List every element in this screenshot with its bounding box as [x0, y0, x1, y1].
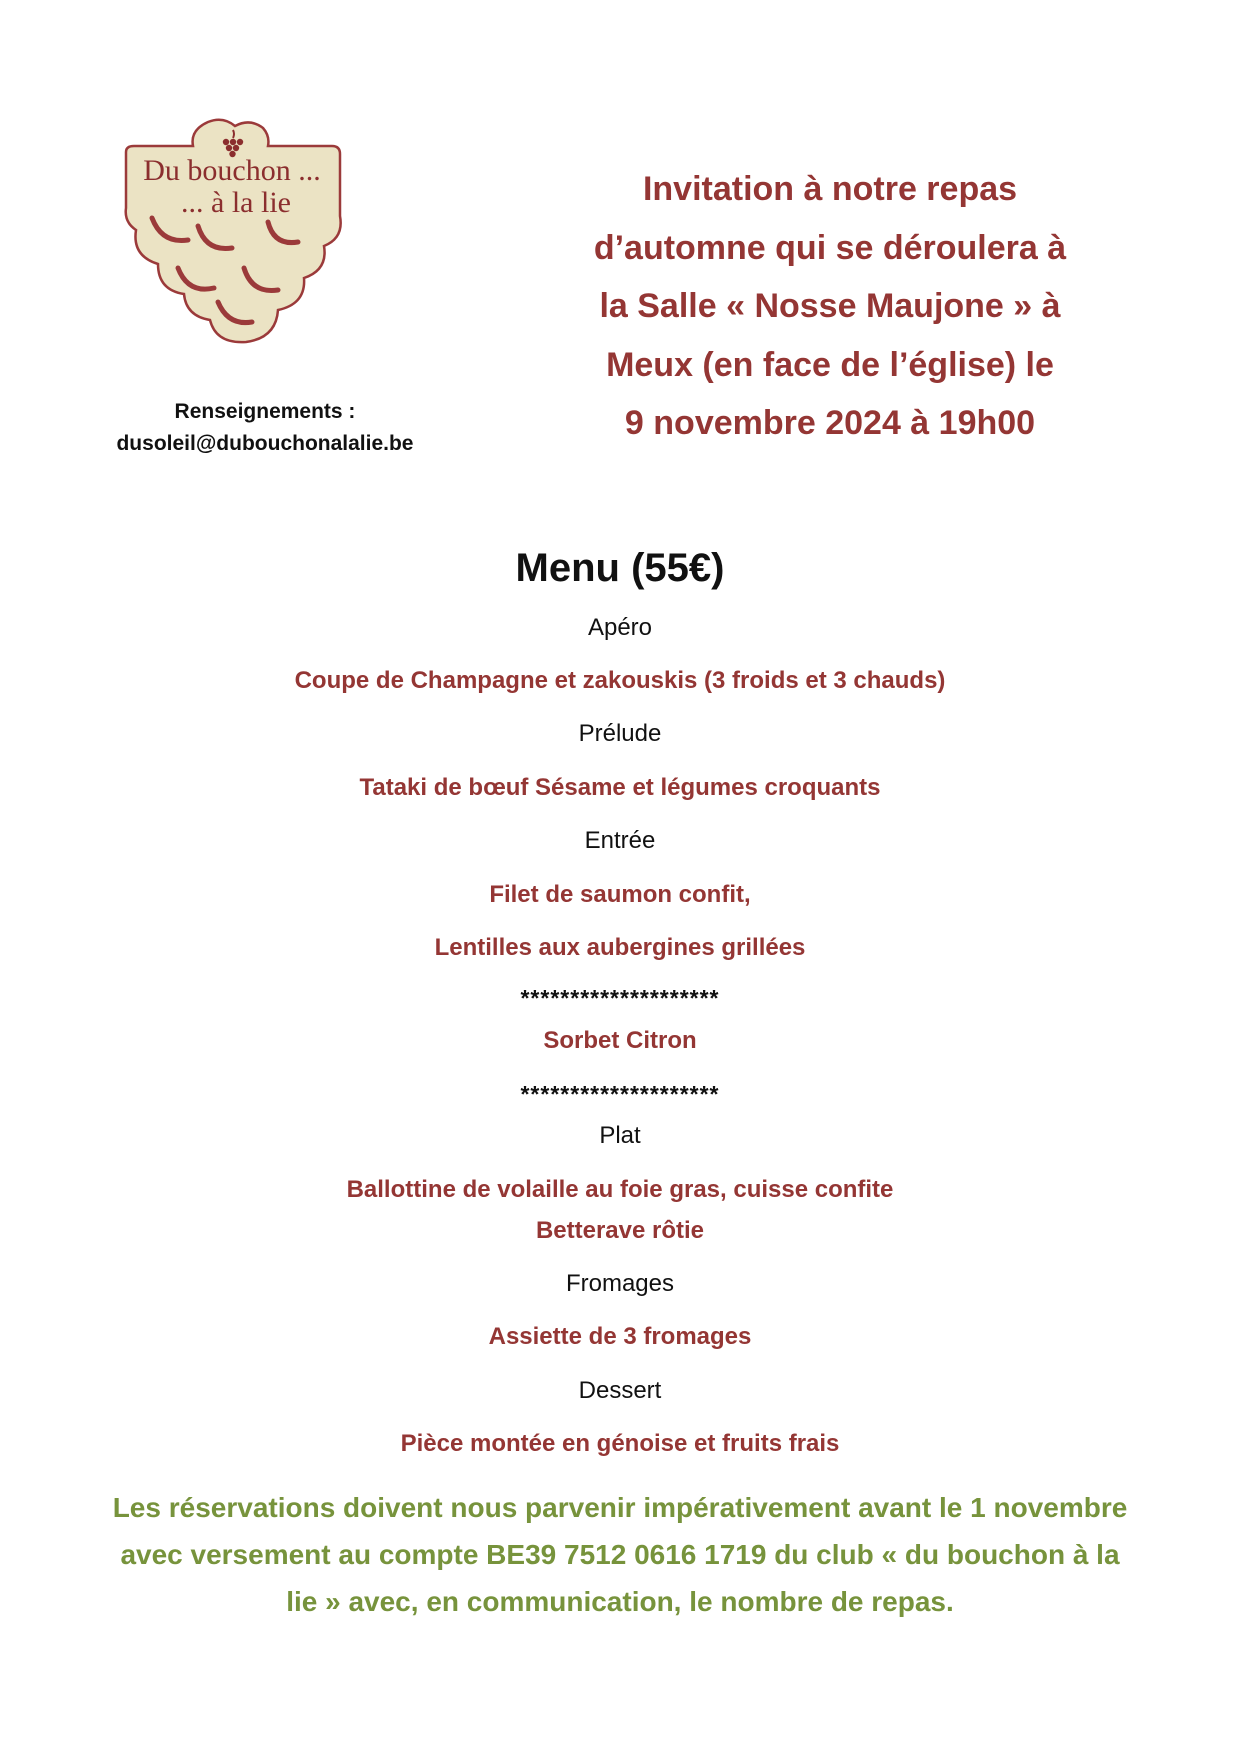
invitation-text	[550, 160, 1110, 453]
club-logo	[118, 118, 358, 348]
course-entree: Entrée	[584, 827, 656, 854]
separator: ********************	[520, 985, 720, 1011]
contact-email[interactable]: dusoleil@dubouchonalalie.be	[116, 432, 414, 455]
dish-entree-1: Filet de saumon confit,	[489, 881, 751, 908]
logo-line-2: ... à la lie	[181, 186, 291, 219]
invitation-line: Meux (en face de l’église) le	[606, 345, 1054, 384]
reservation-line: lie » avec, en communication, le nombre de repas.	[286, 1586, 954, 1617]
course-prelude: Prélude	[578, 720, 662, 747]
dish-plat-1: Ballottine de volaille au foie gras, cuisse confite	[346, 1176, 894, 1203]
dish-sorbet: Sorbet Citron	[543, 1027, 697, 1054]
course-dessert: Dessert	[578, 1377, 662, 1404]
invitation-line: la Salle « Nosse Maujone » à	[599, 287, 1061, 325]
dish-dessert: Pièce montée en génoise et fruits frais	[400, 1430, 840, 1457]
invitation-line: d’automne qui se déroulera à	[593, 228, 1067, 267]
reservation-notice	[70, 1484, 1170, 1625]
logo-line-1: Du bouchon ...	[143, 154, 321, 187]
contact-block	[90, 396, 440, 460]
dish-plat-2: Betterave rôtie	[535, 1217, 705, 1244]
dish-prelude: Tataki de bœuf Sésame et légumes croquants	[359, 774, 881, 801]
dish-apero: Coupe de Champagne et zakouskis (3 froids et 3 chauds)	[294, 667, 946, 694]
grape-bunch-logo	[118, 118, 358, 348]
menu-title: Menu (55€)	[515, 546, 725, 590]
reservation-line: Les réservations doivent nous parvenir impérativement avant le 1 novembre	[112, 1492, 1128, 1523]
reservation-line: avec versement au compte BE39 7512 0616 1719 du club « du bouchon à la	[120, 1539, 1120, 1570]
dish-fromages: Assiette de 3 fromages	[488, 1323, 752, 1350]
course-fromages: Fromages	[565, 1270, 675, 1297]
dish-entree-2: Lentilles aux aubergines grillées	[434, 934, 806, 961]
contact-label: Renseignements :	[174, 400, 356, 423]
invitation-line: Invitation à notre repas	[642, 170, 1018, 208]
separator: ********************	[520, 1081, 720, 1107]
invitation-line: 9 novembre 2024 à 19h00	[624, 404, 1036, 442]
course-plat: Plat	[599, 1122, 641, 1149]
course-apero: Apéro	[587, 614, 653, 641]
